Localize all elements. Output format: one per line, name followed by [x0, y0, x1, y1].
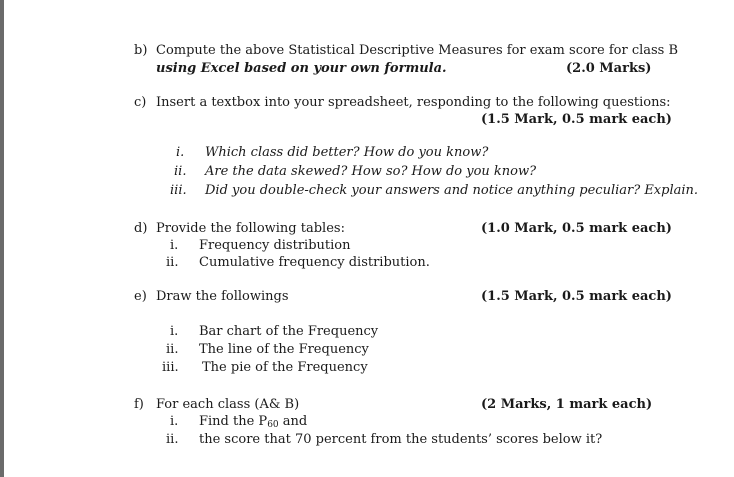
page-left-border: [0, 0, 4, 477]
list-item-number: ii.: [174, 164, 187, 179]
list-item-text: The line of the Frequency: [199, 342, 369, 357]
list-item-text: Find the $P_{60}$ and: [199, 414, 308, 430]
list-item-text: Frequency distribution: [199, 238, 351, 253]
list-item-text: Are the data skewed? How so? How do you know?: [205, 164, 537, 179]
list-item-number: i.: [170, 238, 179, 253]
marks-label: (2 Marks, 1 mark each): [481, 397, 653, 412]
list-item-number: iii.: [162, 360, 179, 375]
question-letter: c): [134, 95, 147, 110]
list-item-text: Which class did better? How do you know?: [205, 145, 489, 160]
question-letter: e): [134, 289, 147, 304]
list-item-number: ii.: [166, 432, 179, 447]
question-text: Insert a textbox into your spreadsheet, responding to the following questions:: [156, 95, 671, 110]
question-text: For each class (A& B): [156, 397, 300, 412]
list-item-number: i.: [170, 414, 179, 429]
list-item-text: Cumulative frequency distribution.: [199, 255, 430, 270]
marks-label: (2.0 Marks): [566, 61, 652, 76]
list-item-number: ii.: [166, 342, 179, 357]
list-item-text: Bar chart of the Frequency: [199, 324, 379, 339]
question-text-emphasis: using Excel based on your own formula.: [156, 61, 447, 76]
question-text: Provide the following tables:: [156, 221, 345, 236]
list-item-number: i.: [170, 324, 179, 339]
question-letter: d): [134, 221, 148, 236]
list-item-text: The pie of the Frequency: [202, 360, 368, 375]
list-item-number: i.: [176, 145, 185, 160]
list-item-text: Did you double-check your answers and notice anything peculiar? Explain.: [205, 183, 699, 198]
list-item-number: ii.: [166, 255, 179, 270]
question-letter: f): [134, 397, 144, 412]
question-text: Compute the above Statistical Descriptive Measures for exam score for class B: [156, 43, 679, 58]
question-text: Draw the followings: [156, 289, 289, 304]
question-letter: b): [134, 43, 148, 58]
subscript: 60: [267, 420, 279, 430]
marks-label: (1.5 Mark, 0.5 mark each): [481, 112, 672, 127]
marks-label: (1.5 Mark, 0.5 mark each): [481, 289, 672, 304]
list-item-text: the score that 70 percent from the students’ scores below it?: [199, 432, 603, 447]
marks-label: (1.0 Mark, 0.5 mark each): [481, 221, 672, 236]
list-item-number: iii.: [170, 183, 187, 198]
